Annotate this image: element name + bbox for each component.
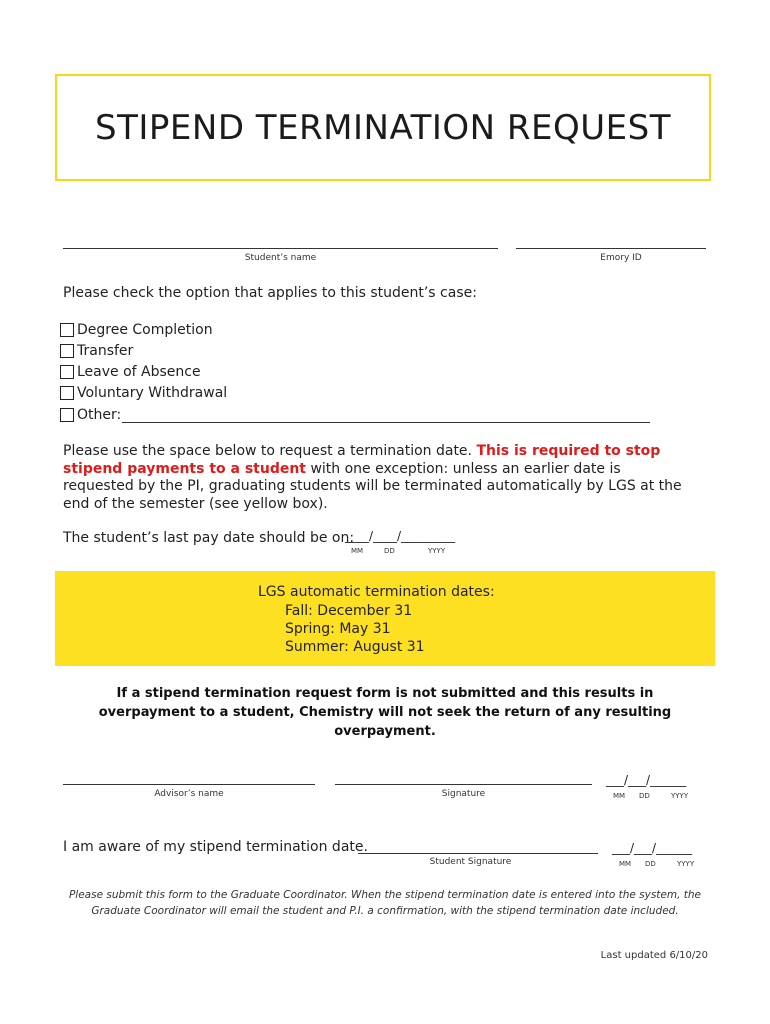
- option-label: Voluntary Withdrawal: [77, 385, 228, 401]
- advisor-date-field[interactable]: ___/___/______: [606, 773, 687, 787]
- request-intro: Please use the space below to request a termination date.: [63, 443, 477, 459]
- emory-id-caption: Emory ID: [600, 253, 642, 263]
- date-yyyy-caption: YYYY: [428, 547, 446, 555]
- advisor-name-caption: Advisor’s name: [154, 789, 224, 799]
- lgs-heading: LGS automatic termination dates:: [258, 584, 495, 600]
- option-transfer[interactable]: [60, 343, 133, 359]
- checkbox[interactable]: [60, 365, 74, 379]
- lgs-date-summer: Summer: August 31: [285, 639, 425, 655]
- advisor-signature-caption: Signature: [441, 789, 486, 799]
- student-name-caption: Student’s name: [244, 253, 317, 263]
- option-other[interactable]: [60, 407, 121, 423]
- option-label: Other:: [77, 407, 122, 423]
- option-label: Leave of Absence: [77, 364, 201, 380]
- request-required: This is required to stop stipend payments to a student: [63, 443, 661, 477]
- overpayment-notice: If a stipend termination request form is not submitted and this results in overpayment to a student, Chemistry will not seek the return of any resulting overpayment.: [98, 686, 672, 739]
- date-mm-caption: MM: [351, 547, 364, 555]
- student-date-dd: DD: [645, 860, 656, 868]
- request-rest: with one exception: unless an earlier date is requested by the PI, graduating students will be terminated automatically by LGS at the end of the semester (see yellow box).: [63, 460, 682, 512]
- checkbox[interactable]: [60, 323, 74, 337]
- option-label: Transfer: [77, 343, 134, 359]
- student-ack-label: I am aware of my stipend termination date.: [63, 839, 368, 855]
- student-date-mm: MM: [619, 860, 632, 868]
- date-dd-caption: DD: [384, 547, 395, 555]
- lgs-date-fall: Fall: December 31: [285, 603, 413, 619]
- check-prompt: Please check the option that applies to this student’s case:: [63, 285, 477, 301]
- option-leave-of-absence[interactable]: [60, 364, 201, 380]
- student-signature-line[interactable]: [358, 853, 598, 854]
- option-voluntary-withdrawal[interactable]: [60, 385, 227, 401]
- lgs-dates-box: [55, 571, 715, 666]
- student-date-field[interactable]: ___/___/______: [612, 841, 693, 855]
- advisor-signature-line[interactable]: [335, 784, 592, 785]
- request-paragraph: [63, 443, 693, 513]
- emory-id-line[interactable]: [516, 248, 706, 249]
- advisor-date-mm: MM: [613, 792, 626, 800]
- checkbox[interactable]: [60, 408, 74, 422]
- advisor-name-line[interactable]: [63, 784, 315, 785]
- student-date-yyyy: YYYY: [677, 860, 695, 868]
- last-pay-label: The student’s last pay date should be on:: [63, 530, 355, 546]
- title-box: [55, 74, 711, 181]
- option-degree-completion[interactable]: [60, 322, 213, 338]
- advisor-date-yyyy: YYYY: [671, 792, 689, 800]
- checkbox[interactable]: [60, 344, 74, 358]
- student-name-line[interactable]: [63, 248, 498, 249]
- advisor-date-dd: DD: [639, 792, 650, 800]
- other-input-line[interactable]: [122, 422, 650, 423]
- student-signature-caption: Student Signature: [429, 857, 512, 867]
- last-pay-date-field[interactable]: ____/____/_________: [345, 529, 456, 543]
- lgs-date-spring: Spring: May 31: [285, 621, 391, 637]
- option-label: Degree Completion: [77, 322, 213, 338]
- page-title: STIPEND TERMINATION REQUEST: [95, 107, 671, 148]
- last-updated: Last updated 6/10/20: [600, 950, 708, 961]
- checkbox[interactable]: [60, 386, 74, 400]
- submission-note: Please submit this form to the Graduate Coordinator. When the stipend termination date is entered into the system, the Graduate Coordinator will email the student and P.I. a confirmation, with the stipend termination date included.: [68, 889, 702, 917]
